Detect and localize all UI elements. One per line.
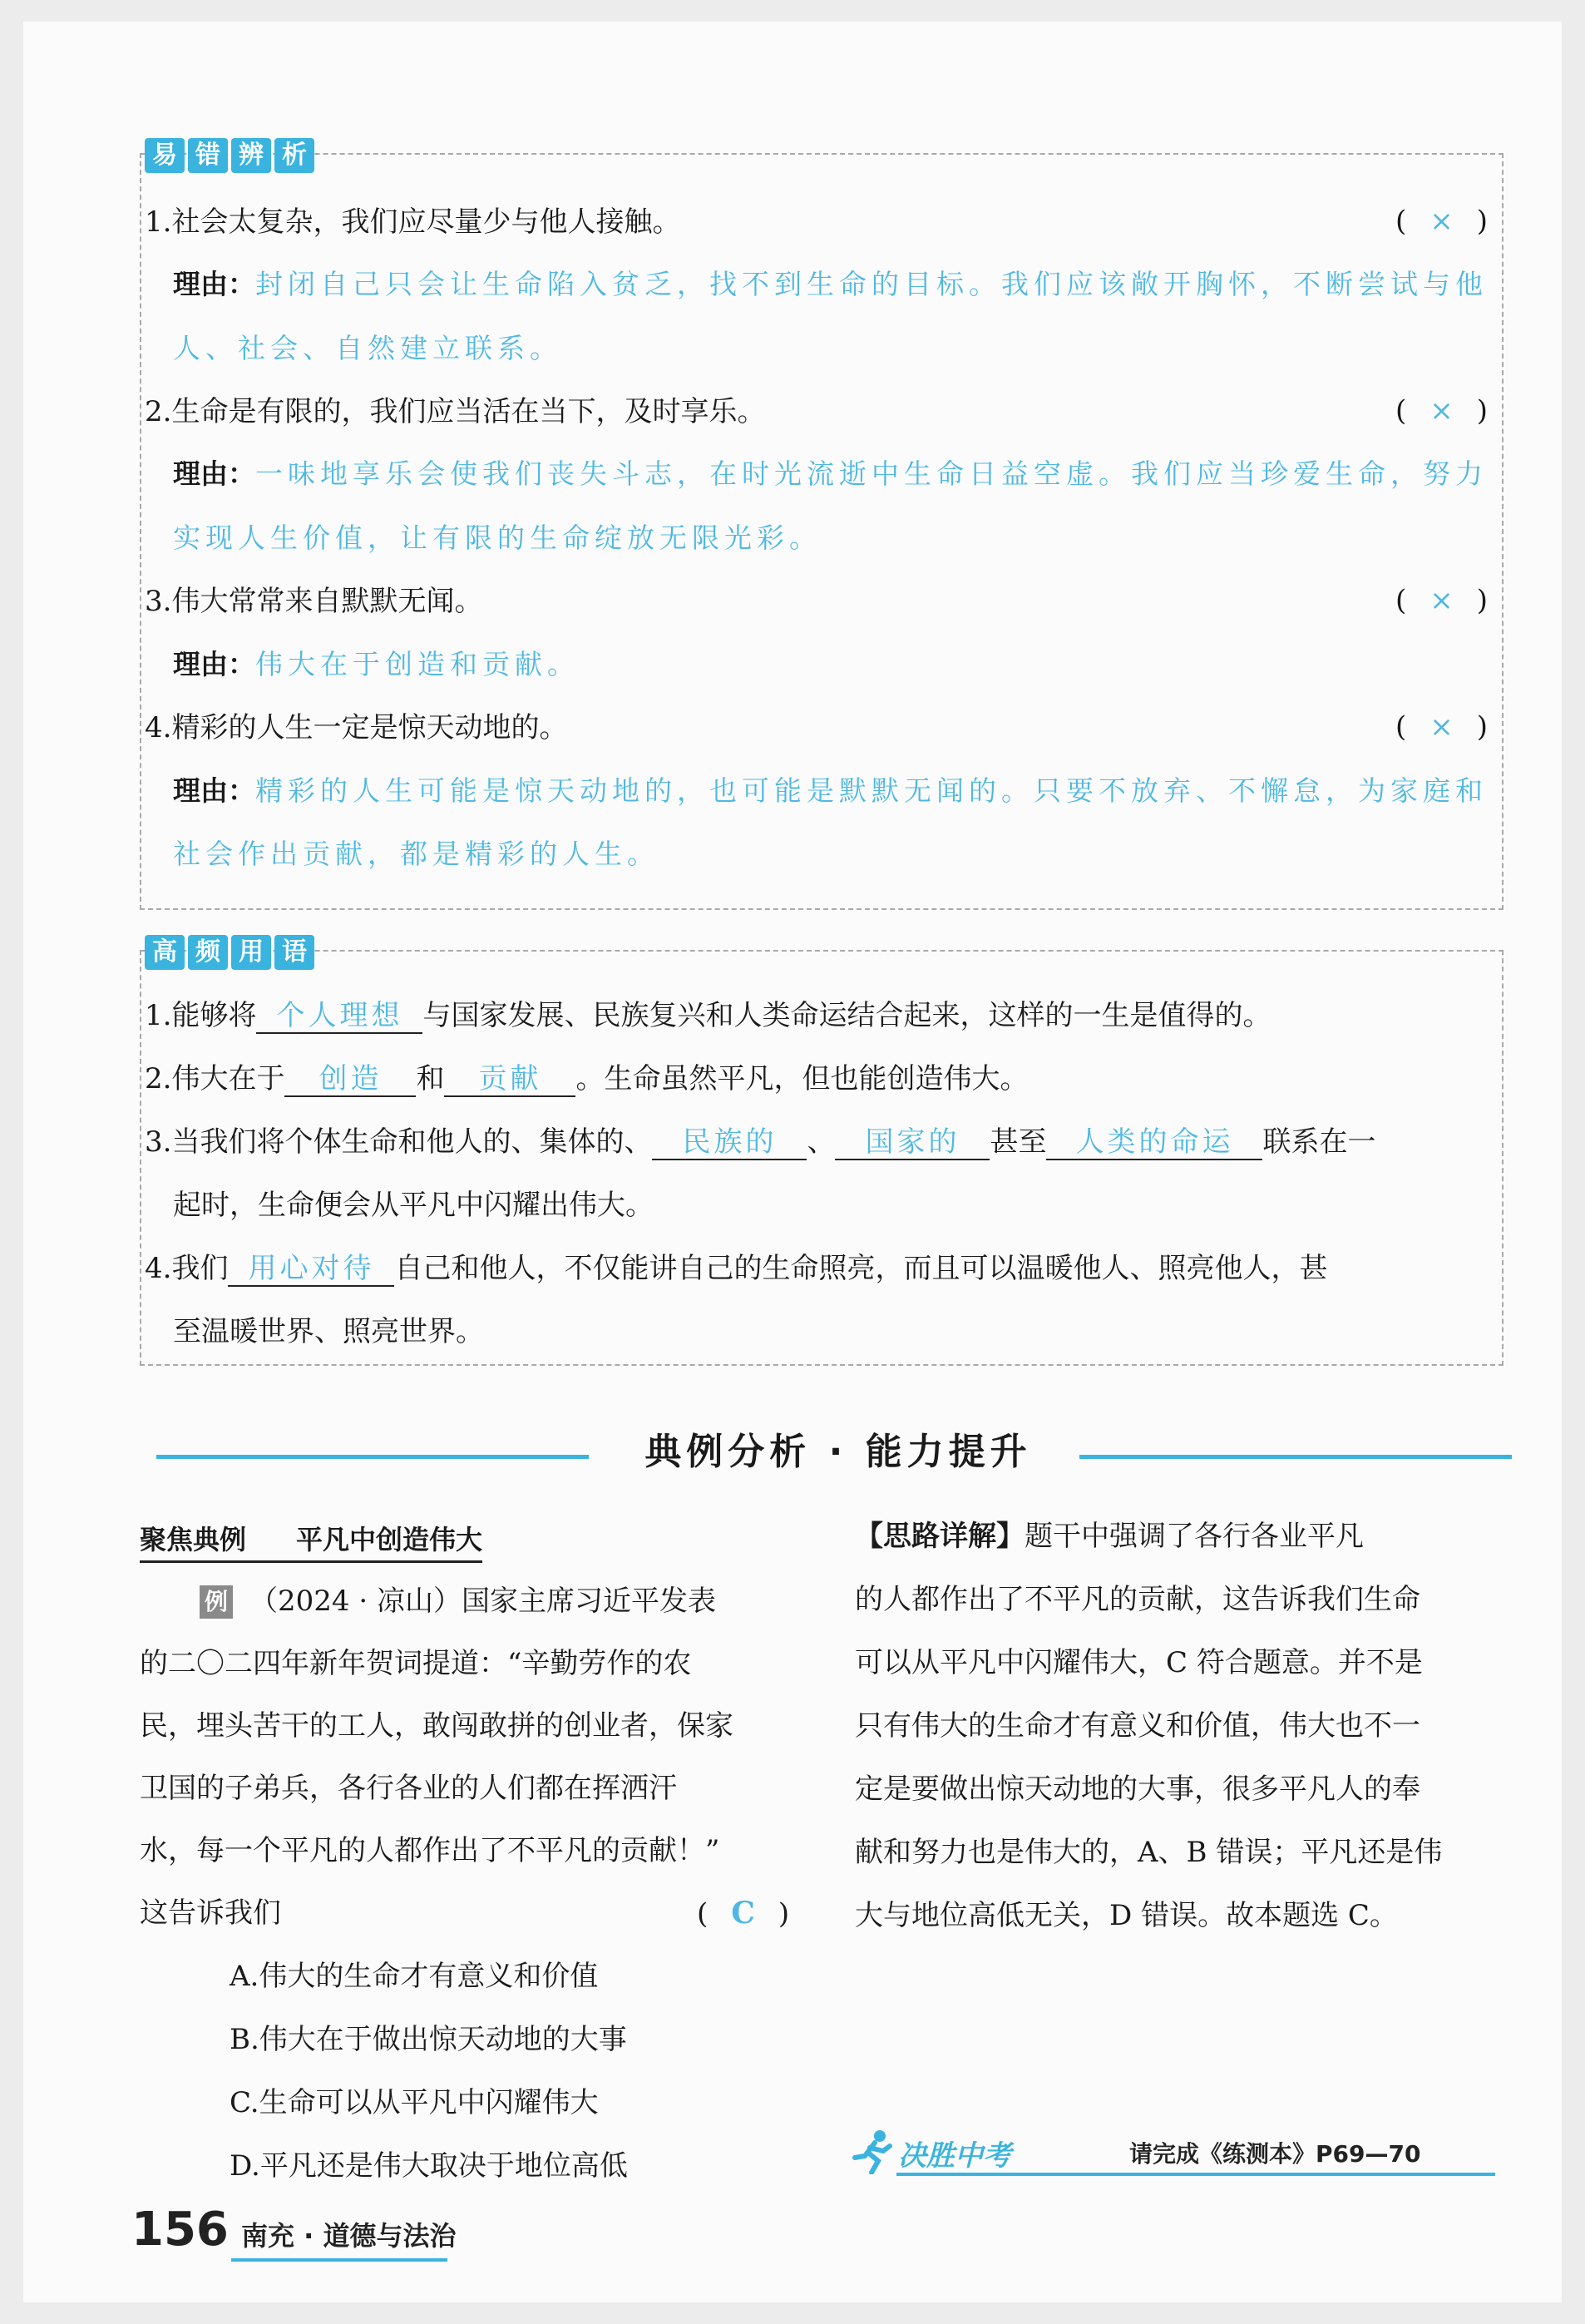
question-text: 。生命虽然平凡，但也能创造伟大。 (575, 1062, 1029, 1095)
question-text: 1.能够将 (145, 999, 257, 1032)
answer-blank: 国家的 (835, 1125, 990, 1160)
analysis-text: 献和努力也是伟大的，A、B 错误；平凡还是伟 (855, 1836, 1443, 1869)
brand-logo-text: 决胜中考 (898, 2139, 1011, 2173)
fill-blank-question (145, 996, 1271, 1035)
example-text: 的二〇二四年新年贺词提道：“辛勤劳作的农 (140, 1647, 692, 1680)
question-text: 自己和他人，不仅能讲自己的生命照亮，而且可以温暖他人、照亮他人，甚 (394, 1252, 1328, 1285)
reason-label: 理由： (173, 268, 255, 300)
analysis-text: 只有伟大的生命才有意义和价值，伟大也不一 (855, 1709, 1420, 1743)
example-text: 这告诉我们 (140, 1896, 281, 1930)
analysis-text: 定是要做出惊天动地的大事，很多平凡人的奉 (855, 1773, 1420, 1806)
reason-label: 理由： (173, 648, 255, 680)
page (23, 22, 1562, 2302)
tag-char: 语 (274, 935, 314, 970)
reason-text: 伟大在于创造和贡献。 (255, 648, 580, 680)
tag-char: 错 (188, 138, 228, 173)
reason-text: 精彩的人生可能是惊天动地的，也可能是默默无闻的。只要不放弃、不懈怠，为家庭和 (255, 774, 1488, 807)
page-footer (131, 2203, 456, 2262)
error-analysis-tag (145, 138, 314, 173)
answer-blank: 个人理想 (256, 999, 422, 1034)
reason-line (173, 455, 1488, 493)
question-text: 至温暖世界、照亮世界。 (173, 1315, 484, 1348)
reason-line (173, 265, 1488, 304)
footer-rule (896, 2173, 1495, 2176)
example-badge: 例 (200, 1585, 233, 1619)
question-text: 和 (416, 1062, 445, 1095)
analysis-first-line (855, 1517, 1364, 1555)
judgement-parens: ( × ) (1395, 394, 1489, 428)
answer-blank: 贡献 (444, 1062, 575, 1097)
section-header (156, 1427, 1512, 1477)
runner-icon (847, 2128, 896, 2174)
reason-text: 封闭自己只会让生命陷入贫乏，找不到生命的目标。我们应该敞开胸怀，不断尝试与他 (255, 268, 1488, 300)
tag-char: 析 (274, 138, 314, 173)
reason-text: 社会作出贡献，都是精彩的人生。 (173, 838, 659, 870)
error-statement: 1.社会太复杂，我们应尽量少与他人接触。 (145, 205, 681, 239)
example-text: 水，每一个平凡的人都作出了不平凡的贡献！” (140, 1834, 720, 1867)
judgement-parens: ( × ) (1395, 205, 1489, 238)
fill-blank-question (145, 1060, 1028, 1098)
footer-underline (231, 2258, 447, 2262)
example-text: （2024 · 凉山）国家主席习近平发表 (249, 1585, 716, 1618)
reason-label: 理由： (173, 457, 255, 490)
header-rule-left (156, 1455, 589, 1459)
book-title: 南充 · 道德与法治 (241, 2220, 457, 2252)
question-text: 、 (807, 1125, 836, 1159)
option-d: D.平凡还是伟大取决于地位高低 (230, 2149, 628, 2183)
judgement-parens: ( × ) (1395, 584, 1489, 617)
option-a: A.伟大的生命才有意义和价值 (230, 1960, 599, 1993)
analysis-text: 题干中强调了各行各业平凡 (1025, 1520, 1364, 1553)
option-b: B.伟大在于做出惊天动地的大事 (230, 2023, 627, 2056)
example-answer: ( C ) (697, 1896, 790, 1931)
practice-instruction: 请完成《练测本》P69—70 (1129, 2140, 1421, 2168)
question-text: 联系在一 (1262, 1125, 1376, 1159)
analysis-text: 可以从平凡中闪耀伟大，C 符合题意。并不是 (855, 1646, 1423, 1679)
judgement-mark: × (1429, 584, 1454, 617)
focus-label: 聚焦典例 (140, 1524, 247, 1555)
fill-blank-question (145, 1123, 1375, 1161)
reason-line (173, 772, 1488, 810)
error-statement: 2.生命是有限的，我们应当活在当下，及时享乐。 (145, 395, 766, 428)
judgement-mark: × (1429, 710, 1454, 744)
option-c: C.生命可以从平凡中闪耀伟大 (230, 2086, 599, 2119)
tag-char: 频 (188, 935, 228, 970)
error-statement: 3.伟大常常来自默默无闻。 (145, 585, 483, 618)
analysis-text: 大与地位高低无关，D 错误。故本题选 C。 (855, 1899, 1398, 1932)
judgement-mark: × (1429, 394, 1454, 428)
tag-char: 易 (145, 138, 185, 173)
error-statement: 4.精彩的人生一定是惊天动地的。 (145, 711, 568, 744)
answer-blank: 用心对待 (228, 1252, 394, 1287)
question-text: 3.当我们将个体生命和他人的、集体的、 (145, 1125, 653, 1159)
analysis-text: 的人都作出了不平凡的贡献，这告诉我们生命 (855, 1583, 1420, 1616)
analysis-label: 【思路详解】 (855, 1520, 1025, 1553)
example-text: 卫国的子弟兵，各行各业的人们都在挥洒汗 (140, 1772, 677, 1805)
question-text: 2.伟大在于 (145, 1062, 285, 1095)
reason-text: 一味地享乐会使我们丧失斗志，在时光流逝中生命日益空虚。我们应当珍爱生命，努力 (255, 457, 1488, 490)
focus-heading (140, 1519, 482, 1563)
reason-line (173, 645, 580, 684)
example-answer-value: C (731, 1896, 755, 1931)
reason-text: 人、社会、自然建立联系。 (173, 332, 562, 364)
section-title: 典例分析 · 能力提升 (644, 1431, 1032, 1473)
page-number: 156 (131, 2203, 229, 2257)
reason-label: 理由： (173, 774, 255, 807)
tag-char: 辨 (231, 138, 271, 173)
example-text: 民，埋头苦干的工人，敢闯敢拼的创业者，保家 (140, 1709, 733, 1743)
tag-char: 高 (145, 935, 185, 970)
answer-blank: 人类的命运 (1046, 1125, 1262, 1160)
question-text: 4.我们 (145, 1252, 229, 1285)
judgement-parens: ( × ) (1395, 710, 1489, 744)
question-text: 与国家发展、民族复兴和人类命运结合起来，这样的一生是值得的。 (422, 999, 1271, 1032)
question-text: 甚至 (990, 1125, 1047, 1159)
answer-blank: 民族的 (652, 1125, 807, 1160)
question-text: 起时，生命便会从平凡中闪耀出伟大。 (173, 1189, 654, 1222)
header-rule-right (1079, 1455, 1512, 1459)
judgement-mark: × (1429, 205, 1454, 238)
answer-blank: 创造 (284, 1062, 416, 1097)
reason-text: 实现人生价值，让有限的生命绽放无限光彩。 (173, 522, 822, 554)
practice-reference (847, 2124, 1495, 2183)
fill-blank-question (145, 1249, 1327, 1288)
tag-char: 用 (231, 935, 271, 970)
key-terms-tag (145, 935, 314, 970)
focus-title: 平凡中创造伟大 (296, 1524, 483, 1555)
